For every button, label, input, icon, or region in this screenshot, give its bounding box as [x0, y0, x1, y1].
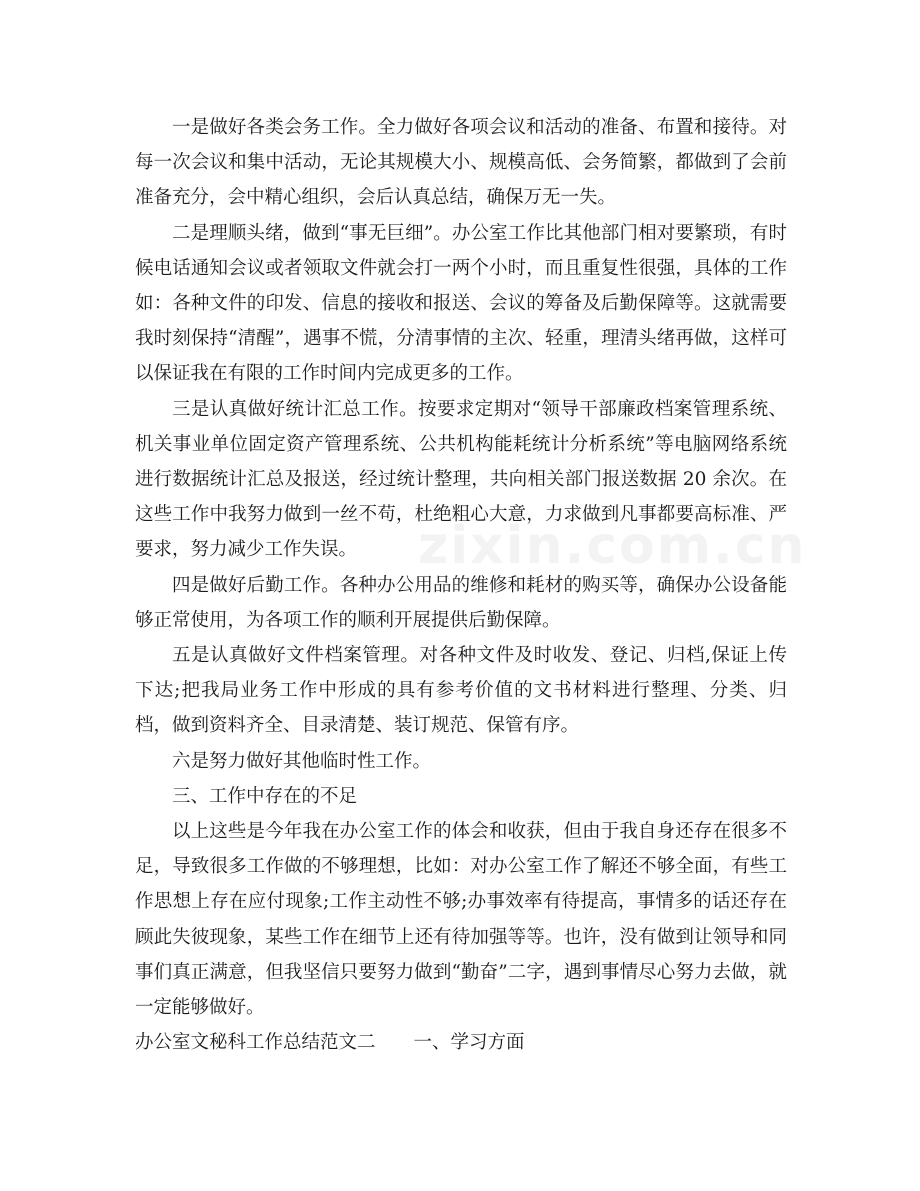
paragraph-shortcomings: 以上这些是今年我在办公室工作的体会和收获，但由于我自身还存在很多不足，导致很多工作做的不够理想，比如：对办公室工作了解还不够全面，有些工作思想上存在应付现象;工作主动性不够;办事效率有待提高，事情多的话还存在顾此失彼现象，某些工作在细节上还有待加强等等。也许，没有做到让领导和同事们真正满意，但我坚信只要努力做到“勤奋”二字，遇到事情尽心努力去做，就一定能够做好。 — [135, 821, 787, 1019]
next-document-title-line — [135, 1025, 787, 1060]
watermark-logo: zixin.com.cn — [418, 516, 807, 576]
document-body — [135, 110, 787, 1060]
paragraph-file-archives: 五是认真做好文件档案管理。对各种文件及时收发、登记、归档,保证上传下达;把我局业务工作中形成的具有参考价值的文书材料进行整理、分类、归档，做到资料齐全、目录清楚、装订规范、保管有序。 — [135, 645, 787, 737]
paragraph-statistics-summary: 三是认真做好统计汇总工作。按要求定期对“领导干部廉政档案管理系统、机关事业单位固定资产管理系统、公共机构能耗统计分析系统”等电脑网络系统进行数据统计汇总及报送，经过统计整理，共向相关部门报送数据 20 余次。在这些工作中我努力做到一丝不苟，杜绝粗心大意，力求做到凡事都要高标准、严要求，努力减少工作失误。 — [135, 398, 787, 561]
paragraph-meeting-affairs: 一是做好各类会务工作。全力做好各项会议和活动的准备、布置和接待。对每一次会议和集中活动，无论其规模大小、规模高低、会务简繁，都做到了会前准备充分，会中精心组织，会后认真总结，确保万无一失。 — [135, 117, 787, 209]
next-section-heading: 一、学习方面 — [413, 1032, 525, 1054]
paragraph-logistics: 四是做好后勤工作。各种办公用品的维修和耗材的购买等，确保办公设备能够正常使用，为各项工作的顺利开展提供后勤保障。 — [135, 574, 787, 631]
next-document-title: 办公室文秘科工作总结范文二 — [135, 1032, 376, 1054]
paragraph-temporary-work: 六是努力做好其他临时性工作。 — [172, 750, 432, 772]
paragraph-sort-out-clues: 二是理顺头绪，做到“事无巨细”。办公室工作比其他部门相对要繁琐，有时候电话通知会议或者领取文件就会打一两个小时，而且重复性很强，具体的工作如：各种文件的印发、信息的接收和报送、会议的筹备及后勤保障等。这就需要我时刻保持“清醒”，遇事不慌，分清事情的主次、轻重，理清头绪再做，这样可以保证我在有限的工作时间内完成更多的工作。 — [135, 222, 787, 385]
section-heading-shortcomings: 三、工作中存在的不足 — [172, 785, 358, 807]
